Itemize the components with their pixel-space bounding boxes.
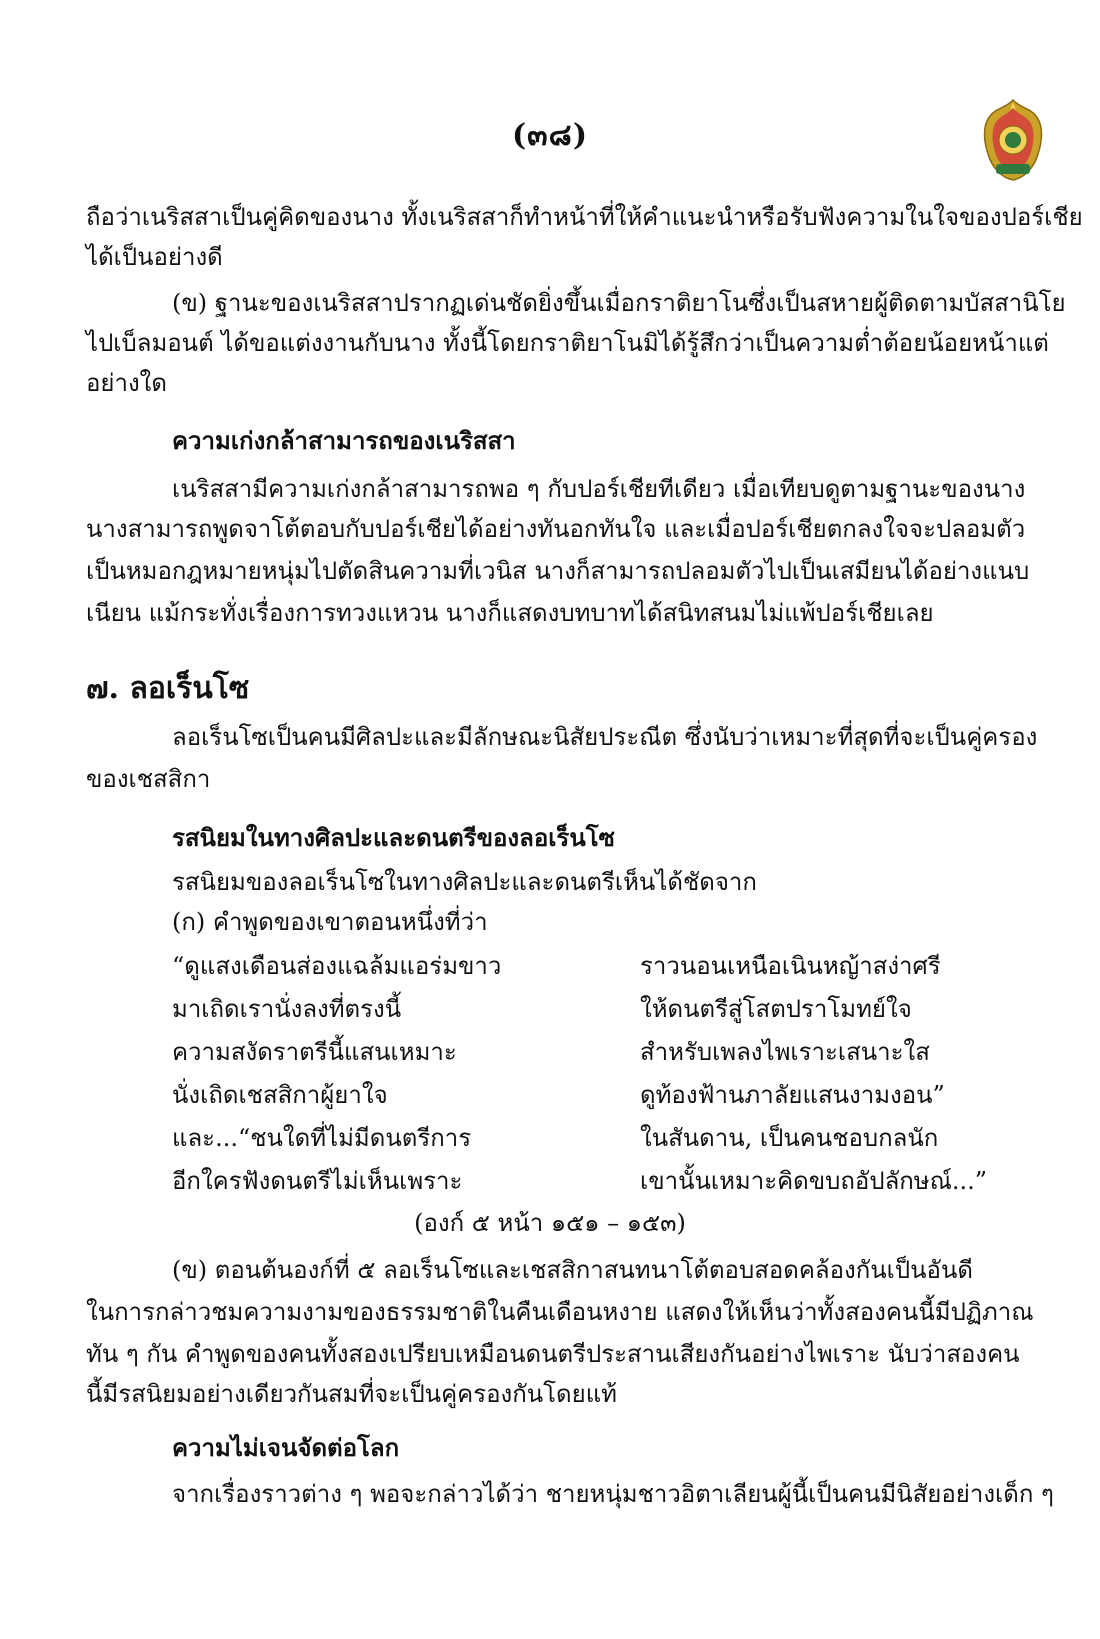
poem-line-right: เขานั้นเหมาะคิดขบถอัปลักษณ์...” xyxy=(640,1167,988,1195)
poem-line-right: ราวนอนเหนือเนินหญ้าสง่าศรี xyxy=(640,952,941,980)
paragraph-line: (ข) ตอนต้นองก์ที่ ๕ ลอเร็นโซและเชสสิกาสนทนาโต้ตอบสอดคล้องกันเป็นอันดี xyxy=(172,1256,973,1284)
poem-line-right: ให้ดนตรีสู่โสตปราโมทย์ใจ xyxy=(640,995,912,1023)
paragraph-line: เนริสสามีความเก่งกล้าสามารถพอ ๆ กับปอร์เชียทีเดียว เมื่อเทียบดูตามฐานะของนาง xyxy=(172,475,1026,503)
page-number: (๓๘) xyxy=(511,118,589,153)
poem-line-left: ความสงัดราตรีนี้แสนเหมาะ xyxy=(172,1038,457,1066)
paragraph-line: ลอเร็นโซเป็นคนมีศิลปะและมีลักษณะนิสัยประณีต ซึ่งนับว่าเหมาะที่สุดที่จะเป็นคู่ครอง xyxy=(172,723,1038,751)
poem-line-left: มาเถิดเรานั่งลงที่ตรงนี้ xyxy=(172,995,402,1023)
paragraph-line: ถือว่าเนริสสาเป็นคู่คิดของนาง ทั้งเนริสสาก็ทำหน้าที่ให้คำแนะนำหรือรับฟังความในใจของปอร์เชีย xyxy=(86,203,1083,231)
paragraph-line: จากเรื่องราวต่าง ๆ พอจะกล่าวได้ว่า ชายหนุ่มชาวอิตาเลียนผู้นี้เป็นคนมีนิสัยอย่างเด็ก ๆ xyxy=(172,1480,1054,1508)
paragraph-line: ในการกล่าวชมความงามของธรรมชาติในคืนเดือนหงาย แสดงให้เห็นว่าทั้งสองคนนี้มีปฏิภาณ xyxy=(86,1298,1034,1326)
paragraph-line: นี้มีรสนิยมอย่างเดียวกันสมที่จะเป็นคู่ครองกันโดยแท้ xyxy=(86,1380,617,1408)
poem-line-left: “ดูแสงเดือนส่องแฉล้มแอร่มขาว xyxy=(172,952,502,980)
school-emblem-logo xyxy=(980,98,1046,182)
section-heading: รสนิยมในทางศิลปะและดนตรีของลอเร็นโซ xyxy=(172,823,615,852)
paragraph-line: รสนิยมของลอเร็นโซในทางศิลปะและดนตรีเห็นได้ชัดจาก xyxy=(172,868,757,896)
poem-line-right: ในสันดาน, เป็นคนชอบกลนัก xyxy=(640,1124,939,1152)
poem-line-right: สำหรับเพลงไพเราะเสนาะใส xyxy=(640,1038,930,1066)
paragraph-line: ไปเบ็ลมอนต์ ได้ขอแต่งงานกับนาง ทั้งนี้โดยกราติยาโนมิได้รู้สึกว่าเป็นความต่ำต้อยน้อยหน้าแต่ xyxy=(86,329,1049,357)
paragraph-line: อย่างใด xyxy=(86,369,167,397)
paragraph-line: เนียน แม้กระทั่งเรื่องการทวงแหวน นางก็แสดงบทบาทได้สนิทสนมไม่แพ้ปอร์เชียเลย xyxy=(86,599,934,627)
paragraph-line: ได้เป็นอย่างดี xyxy=(86,243,223,271)
chapter-heading: ๗. ลอเร็นโซ xyxy=(86,671,250,706)
section-heading: ความไม่เจนจัดต่อโลก xyxy=(172,1433,400,1462)
section-heading: ความเก่งกล้าสามารถของเนริสสา xyxy=(172,426,516,455)
poem-line-left: อีกใครฟังดนตรีไม่เห็นเพราะ xyxy=(172,1167,463,1195)
paragraph-line: ของเชสสิกา xyxy=(86,765,211,793)
paragraph-line: นางสามารถพูดจาโต้ตอบกับปอร์เชียได้อย่างทันอกทันใจ และเมื่อปอร์เชียตกลงใจจะปลอมตัว xyxy=(86,515,1026,543)
paragraph-line: ทัน ๆ กัน คำพูดของคนทั้งสองเปรียบเหมือนดนตรีประสานเสียงกันอย่างไพเราะ นับว่าสองคน xyxy=(86,1340,1020,1368)
poem-line-left: และ...“ชนใดที่ไม่มีดนตรีการ xyxy=(172,1124,472,1152)
paragraph-line: (ก) คำพูดของเขาตอนหนึ่งที่ว่า xyxy=(172,908,488,936)
paragraph-line: เป็นหมอกฎหมายหนุ่มไปตัดสินความที่เวนิส นางก็สามารถปลอมตัวไปเป็นเสมียนได้อย่างแนบ xyxy=(86,557,1030,585)
poem-line-right: ดูท้องฟ้านภาลัยแสนงามงอน” xyxy=(640,1081,945,1109)
poem-line-left: นั่งเถิดเชสสิกาผู้ยาใจ xyxy=(172,1081,388,1109)
citation: (องก์ ๕ หน้า ๑๕๑ – ๑๕๓) xyxy=(414,1209,686,1237)
paragraph-line: (ข) ฐานะของเนริสสาปรากฏเด่นชัดยิ่งขึ้นเมื่อกราติยาโนซึ่งเป็นสหายผู้ติดตามบัสสานิโย xyxy=(172,289,1066,317)
